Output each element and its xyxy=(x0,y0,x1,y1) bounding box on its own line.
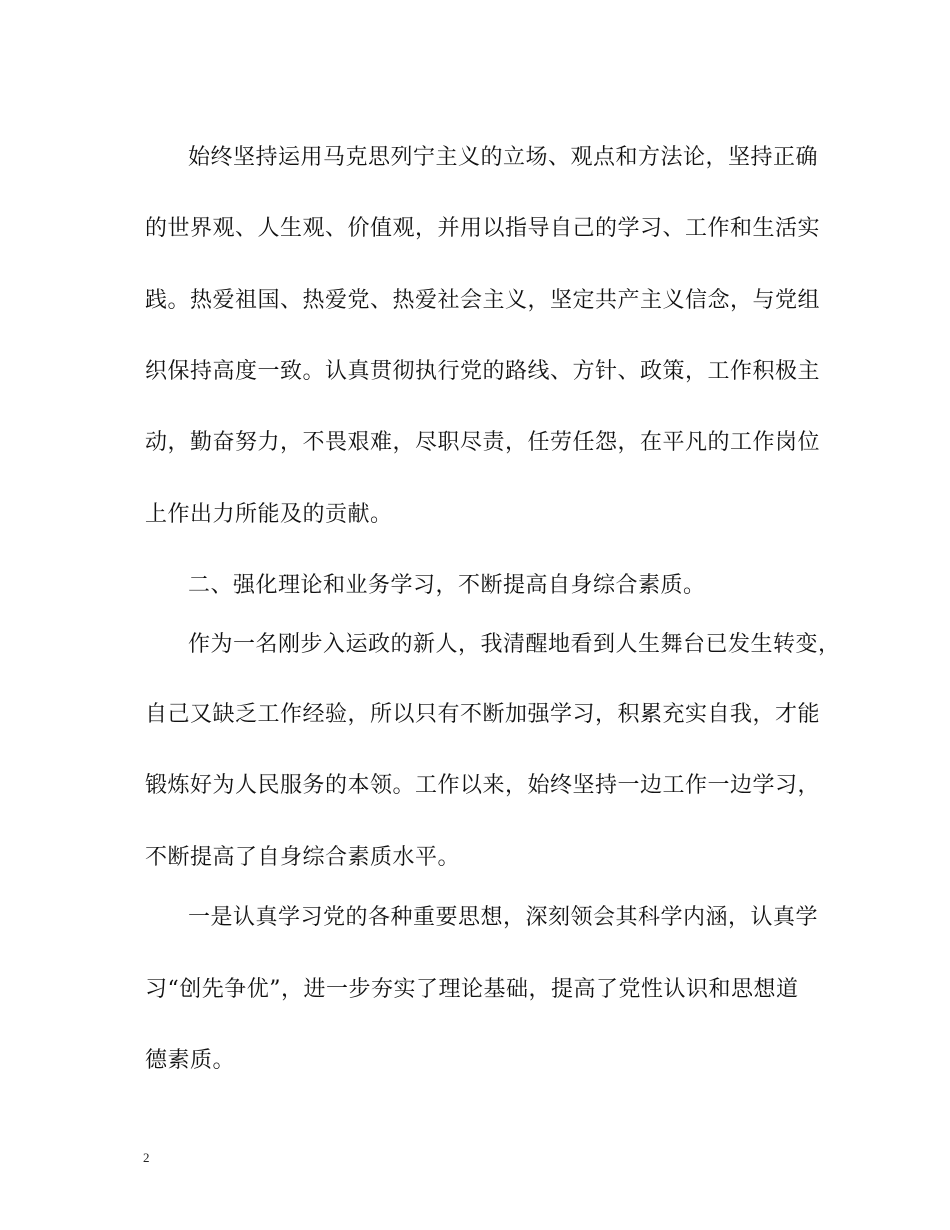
paragraph-line-5: 动，勤奋努力，不畏艰难，尽职尽责，任劳任怨，在平凡的工作岗位 xyxy=(145,430,821,455)
paragraph-line-12: 一是认真学习党的各种重要思想，深刻领会其科学内涵，认真学 xyxy=(188,905,819,930)
paragraph-line-13: 习“创先争优”，进一步夯实了理论基础，提高了党性认识和思想道 xyxy=(145,977,799,1002)
paragraph-line-9: 自己又缺乏工作经验，所以只有不断加强学习，积累充实自我，才能 xyxy=(145,702,821,727)
paragraph-line-6: 上作出力所能及的贡献。 xyxy=(145,502,393,527)
section-heading: 二、强化理论和业务学习，不断提高自身综合素质。 xyxy=(188,573,706,598)
paragraph-line-11: 不断提高了自身综合素质水平。 xyxy=(145,845,461,870)
paragraph-line-1: 始终坚持运用马克思列宁主义的立场、观点和方法论，坚持正确 xyxy=(188,145,819,170)
paragraph-line-14: 德素质。 xyxy=(145,1048,236,1073)
page-number: 2 xyxy=(143,1150,150,1165)
paragraph-line-4: 织保持高度一致。认真贯彻执行党的路线、方针、政策，工作积极主 xyxy=(145,359,821,384)
paragraph-line-2: 的世界观、人生观、价值观，并用以指导自己的学习、工作和生活实 xyxy=(145,216,821,241)
paragraph-line-3: 践。热爱祖国、热爱党、热爱社会主义，坚定共产主义信念，与党组 xyxy=(145,288,821,313)
paragraph-line-10: 锻炼好为人民服务的本领。工作以来，始终坚持一边工作一边学习， xyxy=(145,773,821,798)
paragraph-line-8: 作为一名刚步入运政的新人，我清醒地看到人生舞台已发生转变， xyxy=(188,632,841,657)
